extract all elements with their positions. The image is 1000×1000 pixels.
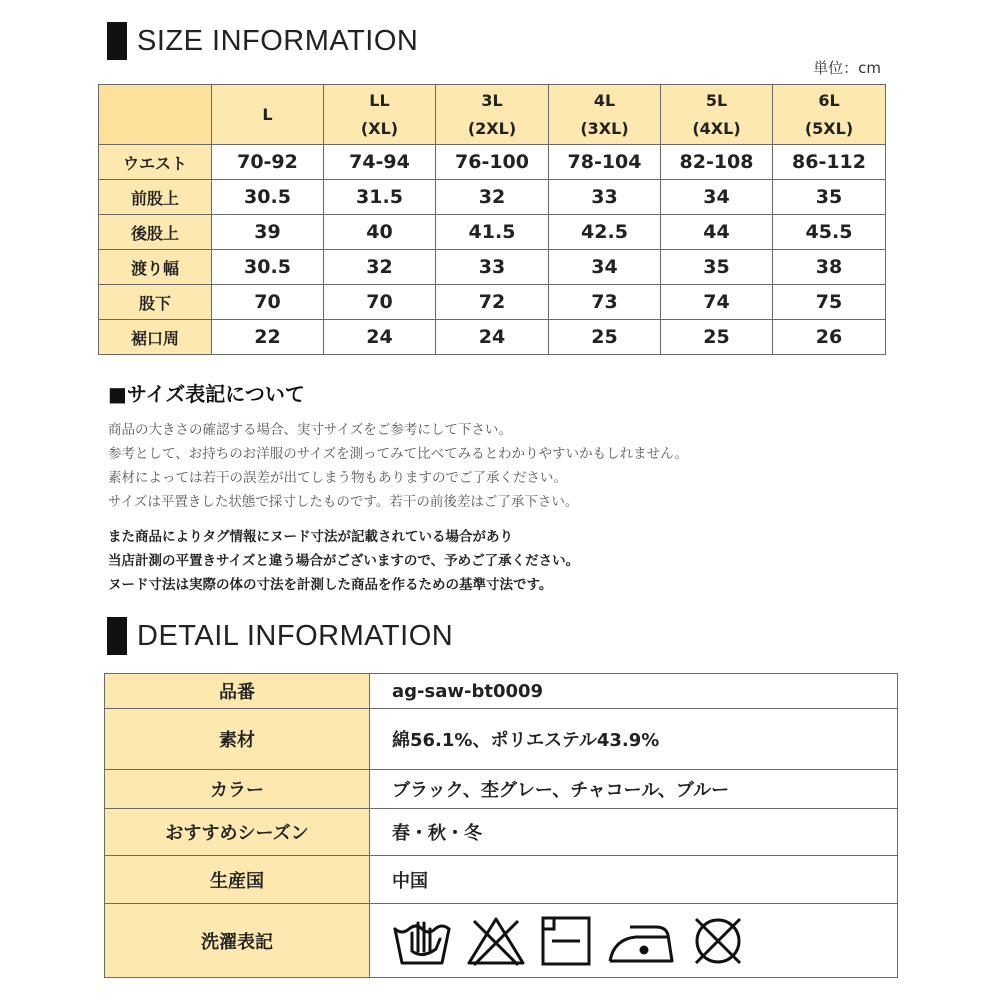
no-bleach-icon xyxy=(466,915,526,967)
size-cell: 42.5 xyxy=(549,215,661,250)
detail-value: 春・秋・冬 xyxy=(370,809,898,856)
detail-row xyxy=(105,674,898,709)
size-cell: 40 xyxy=(324,215,436,250)
detail-value: ag-saw-bt0009 xyxy=(370,674,898,709)
size-table-header-row xyxy=(99,85,886,145)
size-cell: 75 xyxy=(773,285,886,320)
size-row-label: 股下 xyxy=(99,285,212,320)
size-row-label: 後股上 xyxy=(99,215,212,250)
size-cell: 31.5 xyxy=(324,180,436,215)
size-cell: 26 xyxy=(773,320,886,355)
size-cell: 33 xyxy=(549,180,661,215)
detail-section-title: DETAIL INFORMATION xyxy=(137,619,454,652)
size-cell: 70 xyxy=(212,285,324,320)
detail-table xyxy=(104,673,898,978)
size-cell: 45.5 xyxy=(773,215,886,250)
size-cell: 86-112 xyxy=(773,145,886,180)
size-cell: 32 xyxy=(324,250,436,285)
detail-row xyxy=(105,904,898,978)
size-cell: 24 xyxy=(436,320,549,355)
nude-size-notes xyxy=(108,525,579,597)
size-cell: 76-100 xyxy=(436,145,549,180)
hand-wash-icon xyxy=(392,915,452,967)
size-cell: 82-108 xyxy=(661,145,773,180)
size-table-row xyxy=(99,285,886,320)
note-line: サイズは平置きした状態で採寸したものです。若干の前後差はご了承下さい。 xyxy=(108,494,579,510)
size-cell: 34 xyxy=(661,180,773,215)
size-table xyxy=(98,84,886,355)
note-line: 素材によっては若干の誤差が出てしまう物もありますのでご了承ください。 xyxy=(108,470,567,486)
detail-label: 品番 xyxy=(105,674,370,709)
size-cell: 78-104 xyxy=(549,145,661,180)
care-symbols xyxy=(370,904,898,978)
detail-label: 生産国 xyxy=(105,856,370,904)
size-notes-heading: ■サイズ表記について xyxy=(108,382,305,406)
size-cell: 25 xyxy=(549,320,661,355)
section-marker xyxy=(107,617,127,655)
size-cell: 41.5 xyxy=(436,215,549,250)
size-cell: 22 xyxy=(212,320,324,355)
size-row-label: ウエスト xyxy=(99,145,212,180)
note-bold-line: また商品によりタグ情報にヌード寸法が記載されている場合があり xyxy=(108,529,513,545)
size-column-header: 3L (2XL) xyxy=(436,85,549,145)
detail-label: 素材 xyxy=(105,709,370,770)
size-cell: 74 xyxy=(661,285,773,320)
detail-row xyxy=(105,770,898,809)
size-table-corner xyxy=(99,85,212,145)
size-cell: 30.5 xyxy=(212,250,324,285)
detail-value: ブラック、杢グレー、チャコール、ブルー xyxy=(370,770,898,809)
detail-label: カラー xyxy=(105,770,370,809)
size-cell: 32 xyxy=(436,180,549,215)
detail-row xyxy=(105,709,898,770)
size-table-row xyxy=(99,215,886,250)
size-cell: 35 xyxy=(661,250,773,285)
detail-value: 中国 xyxy=(370,856,898,904)
size-cell: 73 xyxy=(549,285,661,320)
note-bold-line: ヌード寸法は実際の体の寸法を計測した商品を作るための基準寸法です。 xyxy=(108,577,553,593)
size-cell: 24 xyxy=(324,320,436,355)
note-line: 商品の大きさの確認する場合、実寸サイズをご参考にして下さい。 xyxy=(108,422,512,438)
size-cell: 39 xyxy=(212,215,324,250)
size-cell: 70 xyxy=(324,285,436,320)
size-cell: 30.5 xyxy=(212,180,324,215)
size-section-header xyxy=(107,22,418,60)
flat-dry-icon xyxy=(540,915,592,967)
size-table-row xyxy=(99,180,886,215)
no-dry-clean-icon xyxy=(690,915,746,967)
size-cell: 33 xyxy=(436,250,549,285)
size-cell: 25 xyxy=(661,320,773,355)
size-cell: 34 xyxy=(549,250,661,285)
size-cell: 35 xyxy=(773,180,886,215)
size-cell: 70-92 xyxy=(212,145,324,180)
note-line: 参考として、お持ちのお洋服のサイズを測ってみて比べてみるとわかりやすいかもしれません。 xyxy=(108,446,688,462)
size-column-header: 5L (4XL) xyxy=(661,85,773,145)
detail-row xyxy=(105,856,898,904)
size-table-row xyxy=(99,145,886,180)
unit-label: 単位：cm xyxy=(813,59,881,77)
size-notes xyxy=(108,418,688,514)
section-marker xyxy=(107,22,127,60)
size-cell: 74-94 xyxy=(324,145,436,180)
size-row-label: 渡り幅 xyxy=(99,250,212,285)
size-row-label: 裾口周 xyxy=(99,320,212,355)
detail-row xyxy=(105,809,898,856)
size-row-label: 前股上 xyxy=(99,180,212,215)
size-cell: 38 xyxy=(773,250,886,285)
size-column-header: L xyxy=(212,85,324,145)
note-bold-line: 当店計測の平置きサイズと違う場合がございますので、予めご了承ください。 xyxy=(108,553,580,569)
size-table-row xyxy=(99,320,886,355)
detail-section-header xyxy=(107,617,453,655)
size-column-header: LL (XL) xyxy=(324,85,436,145)
size-cell: 44 xyxy=(661,215,773,250)
size-column-header: 4L (3XL) xyxy=(549,85,661,145)
size-section-title: SIZE INFORMATION xyxy=(137,24,419,57)
detail-label: 洗濯表記 xyxy=(105,904,370,978)
size-table-row xyxy=(99,250,886,285)
detail-label: おすすめシーズン xyxy=(105,809,370,856)
size-cell: 72 xyxy=(436,285,549,320)
detail-value: 綿56.1%、ポリエステル43.9% xyxy=(370,709,898,770)
iron-low-icon xyxy=(606,915,676,967)
size-column-header: 6L (5XL) xyxy=(773,85,886,145)
